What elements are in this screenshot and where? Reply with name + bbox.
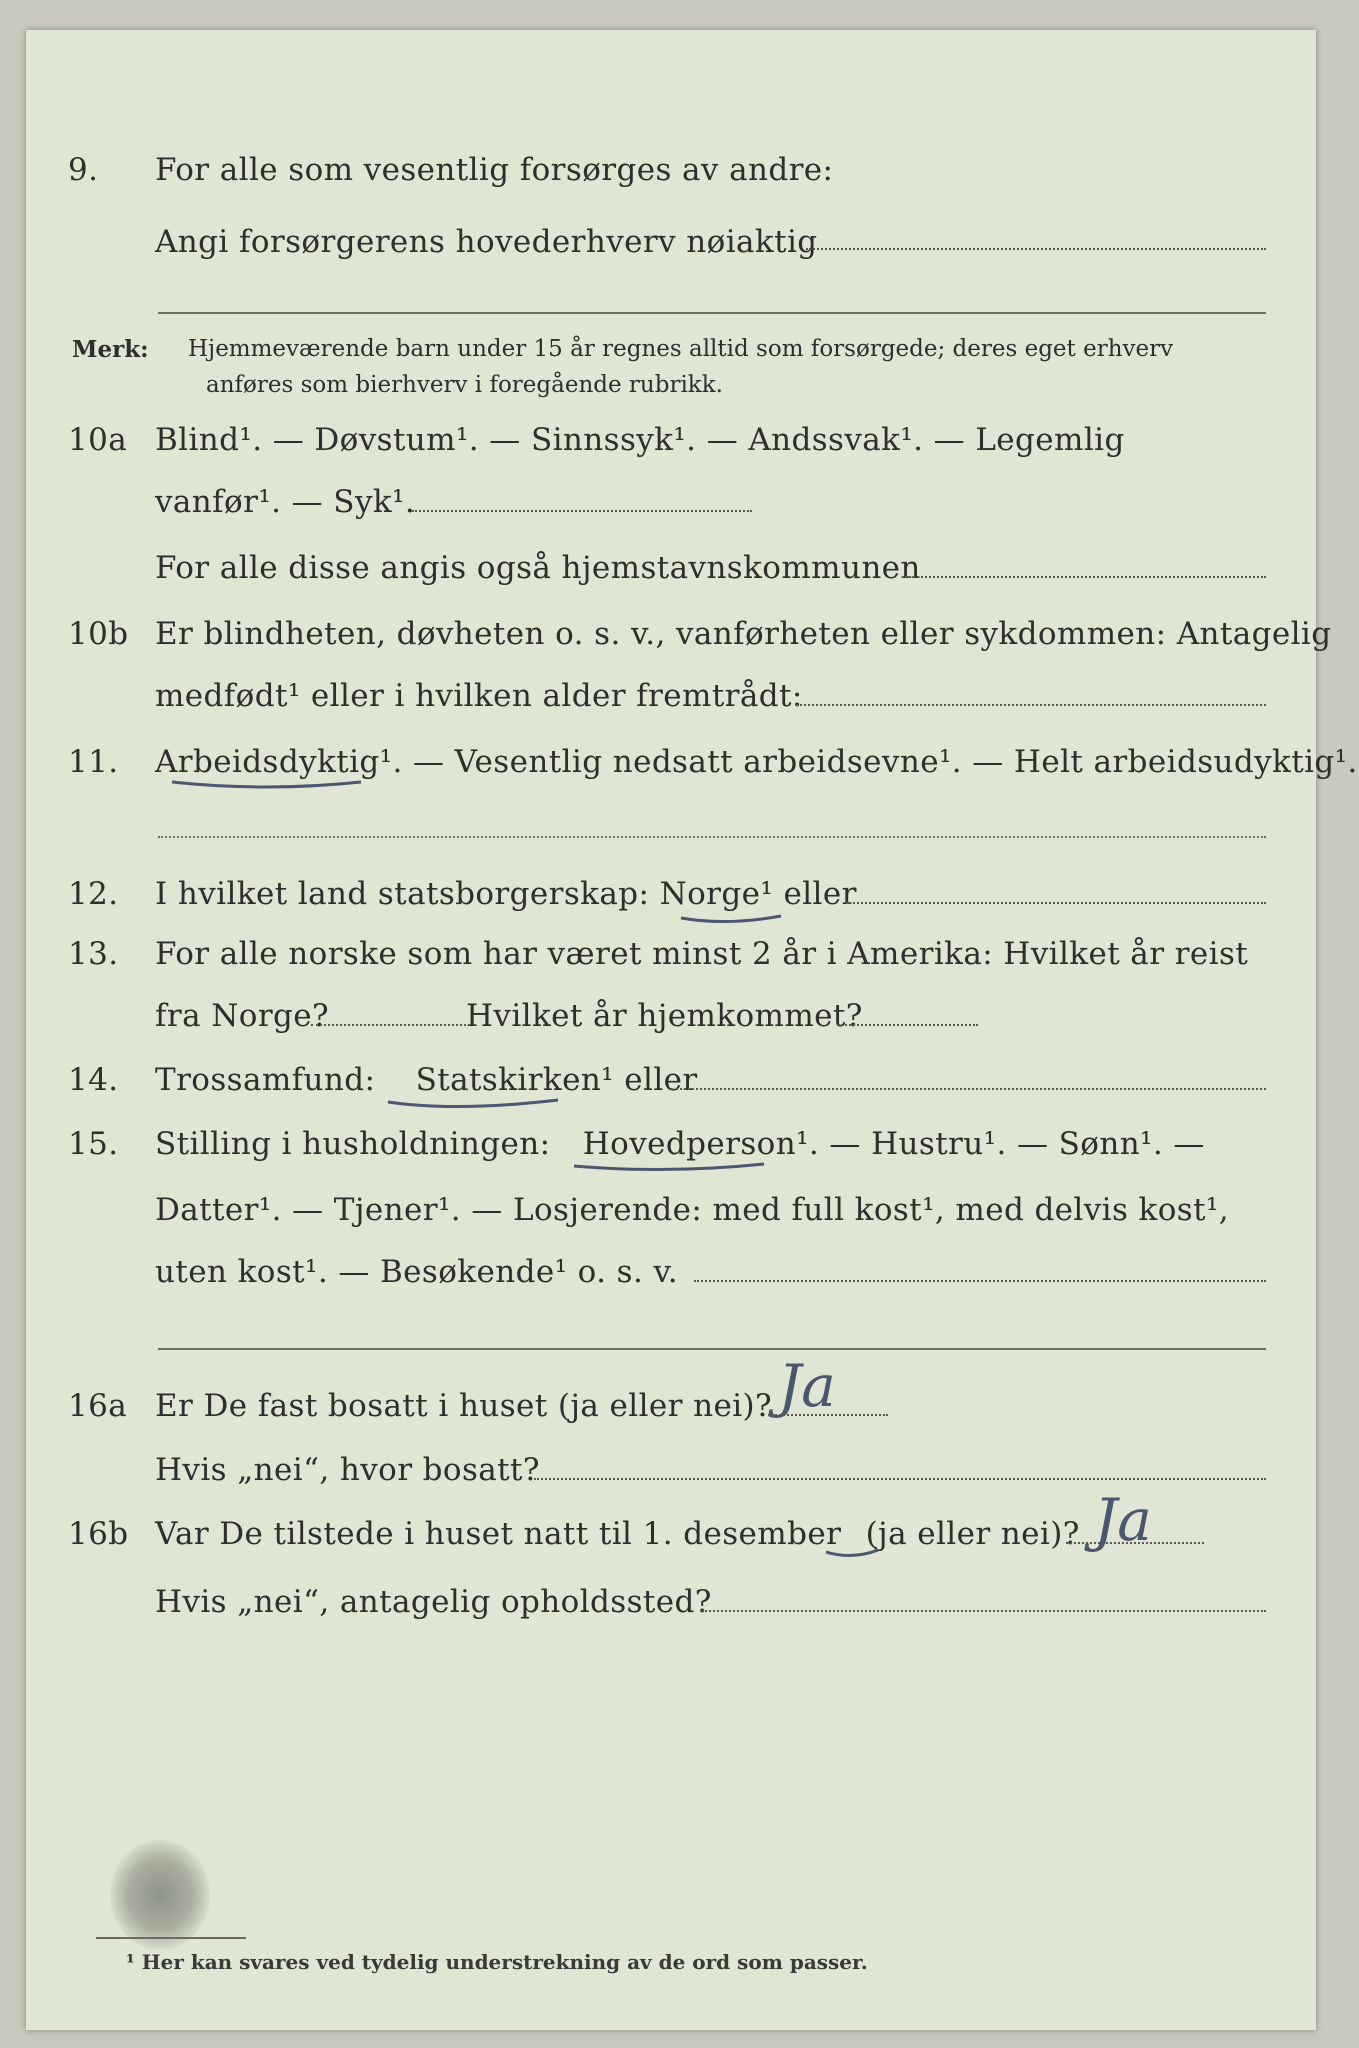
question-text: Hvis „nei“, hvor bosatt? <box>155 1452 540 1488</box>
note-text: anføres som bierhverv i foregående rubrikk. <box>206 372 723 398</box>
note-label: Merk: <box>72 336 149 363</box>
question-text: . — Hustru¹. — Sønn¹. — <box>808 1126 1205 1162</box>
question-text: vanfør¹. — Syk¹. <box>155 484 416 520</box>
question-number: 9. <box>68 152 99 188</box>
underlined-option-norge[interactable]: Norge¹ <box>659 876 774 912</box>
question-text: uten kost¹. — Besøkende¹ o. s. v. <box>155 1254 678 1290</box>
question-number: 13. <box>68 936 119 972</box>
question-text: Datter¹. — Tjener¹. — Losjerende: med full kost¹, med delvis kost¹, <box>155 1192 1230 1228</box>
question-number: 11. <box>68 744 119 780</box>
footnote: ¹ Her kan svares ved tydelig understrekning av de ord som passer. <box>126 1950 868 1974</box>
handwritten-answer: Ja <box>778 1352 836 1420</box>
question-text: fra Norge? <box>155 998 330 1034</box>
underlined-option-ja[interactable]: (ja <box>865 1516 907 1552</box>
question-text: Hvilket år hjemkommet? <box>466 998 863 1034</box>
question-text: I hvilket land statsborgerskap: <box>155 876 650 912</box>
question-number: 16a <box>68 1388 128 1424</box>
question-text: Arbeidsdyktig¹. — Vesentlig nedsatt arbeidsevne¹. — Helt arbeidsudyktig¹. <box>155 744 1358 780</box>
underlined-option-hovedperson[interactable]: Hovedperson¹ <box>582 1126 809 1162</box>
underline-stroke <box>826 1550 878 1556</box>
question-text: medfødt¹ eller i hvilken alder fremtrådt: <box>155 678 803 714</box>
census-form-page <box>26 30 1358 2030</box>
underline-stroke <box>574 1164 764 1170</box>
ink-smudge <box>110 1840 210 1950</box>
question-text: Hvis „nei“, antagelig opholdssted? <box>155 1584 712 1620</box>
handwritten-answer: Ja <box>1094 1486 1152 1554</box>
question-text: eller nei)? <box>917 1516 1080 1552</box>
underline-stroke <box>172 782 361 787</box>
underlined-option-statskirken[interactable]: Statskirken¹ <box>415 1062 615 1098</box>
footnote-divider <box>96 1937 246 1939</box>
question-text: Trossamfund: <box>155 1062 376 1098</box>
question-text: Er blindheten, døvheten o. s. v., vanførheten eller sykdommen: Antagelig <box>155 616 1332 652</box>
question-text: eller <box>783 876 857 912</box>
underline-stroke <box>681 916 781 922</box>
underline-stroke <box>388 1100 558 1107</box>
question-number: 16b <box>68 1516 129 1552</box>
question-text: Blind¹. — Døvstum¹. — Sinnssyk¹. — Andssvak¹. — Legemlig <box>155 422 1125 458</box>
question-text: Var De tilstede i huset natt til 1. desember <box>155 1516 842 1552</box>
question-number: 14. <box>68 1062 119 1098</box>
note-text: Hjemmeværende barn under 15 år regnes alltid som forsørgede; deres eget erhverv <box>188 336 1174 362</box>
question-number: 10a <box>68 422 128 458</box>
question-number: 15. <box>68 1126 119 1162</box>
question-text: Stilling i husholdningen: <box>155 1126 551 1162</box>
pen-underline-marks <box>26 30 1316 2030</box>
question-text: Er De fast bosatt i huset (ja eller nei)? <box>155 1388 773 1424</box>
question-text: For alle norske som har været minst 2 år i Amerika: Hvilket år reist <box>155 936 1249 972</box>
question-text: eller <box>624 1062 698 1098</box>
question-number: 10b <box>68 616 129 652</box>
question-number: 12. <box>68 876 119 912</box>
question-text: Angi forsørgerens hovederhverv nøiaktig <box>155 224 818 260</box>
question-text: For alle som vesentlig forsørges av andre: <box>155 152 834 188</box>
question-text: For alle disse angis også hjemstavnskommunen <box>155 550 921 586</box>
